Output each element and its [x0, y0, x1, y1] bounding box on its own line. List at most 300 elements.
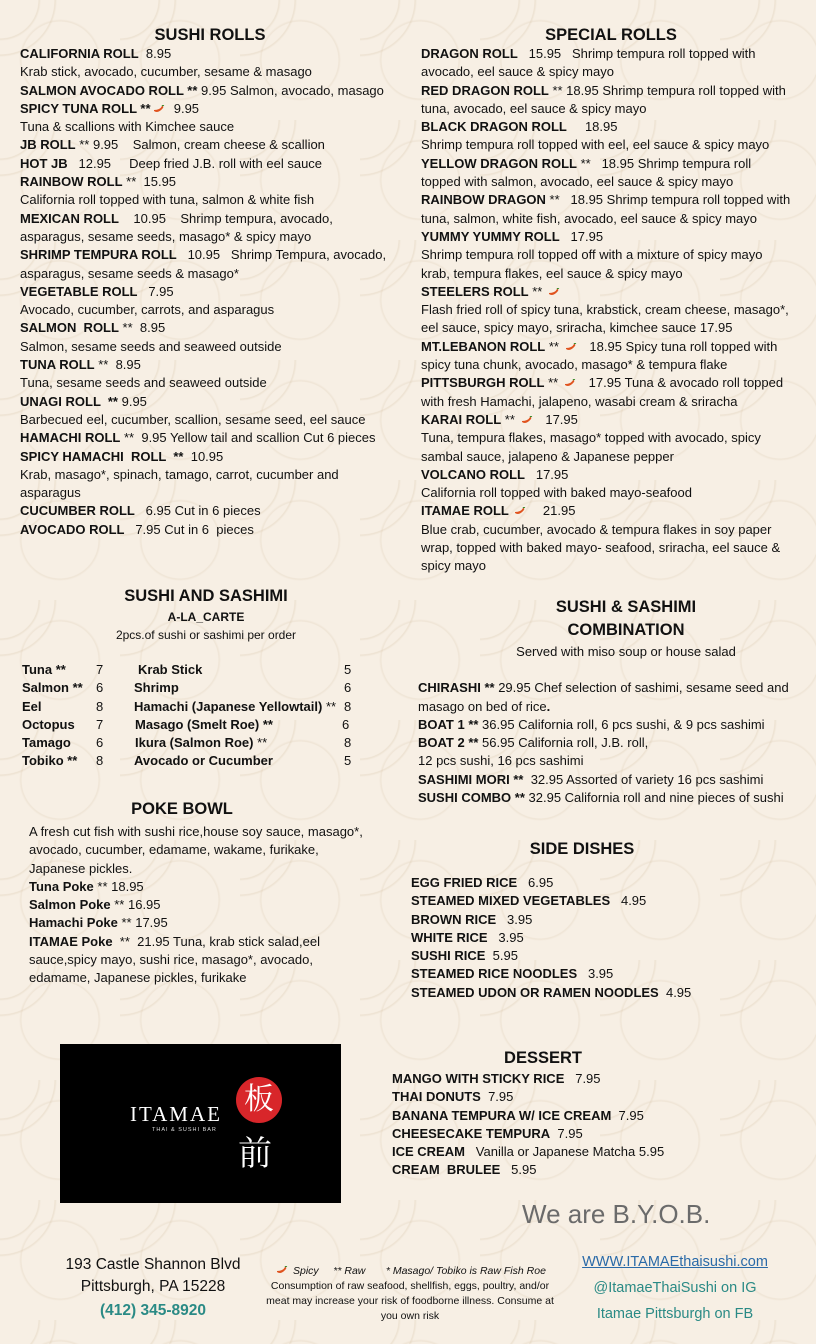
- sashimi-row: [22, 734, 362, 752]
- item-text: asparagus, sesame seeds & masago*: [20, 265, 239, 281]
- item-name: MANGO WITH STICKY RICE: [392, 1071, 565, 1086]
- item-text: Salmon, sesame seeds and seaweed outside: [20, 338, 282, 354]
- sashimi-price: 5: [344, 662, 352, 677]
- item-name: SHRIMP TEMPURA ROLL: [20, 247, 177, 263]
- item-text: 18.95 Spicy tuna roll topped with: [578, 338, 778, 354]
- item-name: BOAT 1 **: [418, 716, 479, 732]
- menu-line: [421, 393, 811, 411]
- itamae-logo: [60, 1044, 341, 1203]
- menu-line: [421, 502, 811, 520]
- item-text: 10.95 Shrimp Tempura, avocado,: [176, 247, 387, 263]
- item-name: MEXICAN ROLL: [20, 210, 119, 226]
- item-text: 12 pcs sushi, 16 pcs sashimi: [418, 753, 584, 769]
- sushi-sashimi-sub2: 2pcs.of sushi or sashimi per order: [115, 628, 297, 643]
- menu-line: [20, 484, 400, 502]
- item-text: 4.95: [610, 893, 647, 909]
- menu-line: [20, 246, 400, 264]
- item-text: 7.95: [137, 283, 174, 299]
- chili-icon: [564, 379, 576, 388]
- item-text: 7.95: [611, 1107, 644, 1123]
- item-text: 56.95 California roll, J.B. roll,: [478, 735, 649, 751]
- sashimi-name: Avocado or Cucumber: [134, 753, 273, 769]
- menu-line: [20, 82, 400, 100]
- item-name: BANANA TEMPURA W/ ICE CREAM: [392, 1107, 612, 1123]
- item-text: 29.95 Chef selection of sashimi, sesame seed and: [494, 680, 789, 696]
- menu-line: [29, 841, 379, 859]
- item-name: JB ROLL: [20, 137, 76, 153]
- menu-line: [421, 82, 811, 100]
- menu-line: [392, 1143, 772, 1161]
- item-text: 7.95: [480, 1089, 514, 1105]
- sashimi-price: 6: [344, 680, 352, 696]
- item-text: eel sauce, spicy mayo, sriracha, kimchee sauce 17.95: [421, 320, 733, 336]
- item-name: RAINBOW DRAGON: [421, 192, 546, 208]
- menu-line: [20, 136, 400, 154]
- menu-line: [421, 265, 811, 283]
- item-text: 36.95 California roll, 6 pcs sushi, & 9 pcs sashimi: [478, 716, 765, 732]
- item-text: avocado, cucumber, edamame, wakame, furikake,: [29, 842, 319, 858]
- item-text: **: [544, 375, 562, 391]
- facebook-handle[interactable]: Itamae Pittsburgh on FB: [596, 1306, 754, 1322]
- menu-line: [392, 1070, 772, 1088]
- dessert-section: [392, 1049, 772, 1180]
- poke-section: [29, 800, 379, 988]
- sashimi-name: Eel: [22, 698, 42, 714]
- item-name: SALMON AVOCADO ROLL **: [20, 82, 198, 98]
- item-name: THAI DONUTS: [392, 1089, 481, 1105]
- menu-line: [421, 246, 811, 264]
- menu-line: [421, 539, 811, 557]
- menu-line: [20, 45, 400, 63]
- menu-line: [20, 301, 400, 319]
- menu-line: [20, 429, 400, 447]
- item-text: tuna, avocado, eel sauce & spicy mayo: [421, 100, 647, 116]
- menu-line: [421, 429, 811, 447]
- item-text: asparagus, sesame seeds, masago* & spicy mayo: [20, 228, 312, 244]
- item-text: Krab stick, avocado, cucumber, sesame & masago: [20, 64, 312, 80]
- item-text: tuna, salmon, white fish, avocado, eel sauce & spicy mayo: [421, 210, 758, 226]
- item-name: CUCUMBER ROLL: [20, 503, 135, 519]
- menu-line: [20, 191, 400, 209]
- logo-kanji-2: 前: [238, 1134, 272, 1174]
- menu-line: [20, 466, 400, 484]
- raw-mark: **: [68, 680, 83, 696]
- sashimi-price: 7: [96, 662, 104, 677]
- menu-line: [418, 771, 808, 789]
- chili-icon: [548, 288, 560, 297]
- item-text: 7.95: [564, 1071, 601, 1086]
- menu-line: [29, 896, 379, 914]
- menu-line: [20, 265, 400, 283]
- legend-masago: * Masago/ Tobiko is Raw Fish Roe: [385, 1265, 546, 1277]
- menu-line: [421, 136, 811, 154]
- chili-icon: [276, 1266, 288, 1275]
- sushi-sashimi-sub1: A-LA_CARTE: [167, 610, 245, 624]
- sides-section: [411, 840, 771, 1002]
- menu-line: [392, 1161, 772, 1179]
- sashimi-price: 8: [96, 698, 104, 714]
- item-text: Shrimp tempura roll topped off with a mixture of spicy mayo: [421, 247, 763, 263]
- item-text: 9.95 Salmon, avocado, masago: [197, 82, 384, 98]
- item-name: CREAM BRULEE: [392, 1162, 501, 1178]
- item-text: 32.95 Assorted of variety 16 pcs sashimi: [523, 771, 764, 787]
- item-text: Avocado, cucumber, carrots, and asparagus: [20, 302, 275, 318]
- sashimi-name: Hamachi (Japanese Yellowtail) **: [134, 698, 322, 716]
- item-text: with fresh Hamachi, jalapeno, wasabi cream & sriracha: [421, 393, 738, 409]
- dessert-heading: DESSERT: [504, 1049, 582, 1067]
- website-link[interactable]: WWW.ITAMAEthaisushi.com: [582, 1254, 768, 1270]
- item-text: California roll topped with tuna, salmon & white fish: [20, 192, 315, 208]
- menu-line: [421, 338, 811, 356]
- item-name: MT.LEBANON ROLL: [421, 338, 546, 354]
- sashimi-price: 6: [96, 680, 104, 696]
- item-text: masago on bed of rice: [418, 698, 547, 714]
- item-name: RED DRAGON ROLL: [421, 82, 549, 98]
- item-name: SPICY HAMACHI ROLL **: [20, 448, 184, 464]
- item-text: 17.95 Tuna & avocado roll topped: [577, 375, 784, 391]
- sashimi-price: 5: [344, 753, 352, 769]
- contact-links: [572, 1250, 778, 1326]
- legal-notice: [258, 1264, 562, 1324]
- menu-line: [29, 951, 379, 969]
- menu-line: [20, 63, 400, 81]
- item-name: Hamachi Poke: [29, 915, 118, 931]
- chili-icon: [514, 507, 526, 516]
- menu-line: [421, 191, 811, 209]
- item-text: Blue crab, cucumber, avocado & tempura flakes in soy paper: [421, 521, 772, 537]
- item-text: **: [528, 283, 546, 299]
- menu-line: [392, 1088, 772, 1106]
- item-text: ** 16.95: [110, 897, 161, 913]
- item-text: asparagus: [20, 485, 81, 501]
- item-text: wrap, topped with baked mayo- seafood, sriracha, eel sauce &: [421, 540, 781, 556]
- poke-heading: POKE BOWL: [131, 800, 233, 818]
- item-text: 18.95: [566, 119, 618, 135]
- item-text: 8.95: [138, 46, 172, 61]
- item-text: spicy tuna chunk, avocado, masago* & tempura flake: [421, 357, 728, 373]
- item-text: 6.95: [517, 875, 554, 890]
- item-text: 10.95 Shrimp tempura, avocado,: [118, 210, 333, 226]
- logo-tagline: THAI & SUSHI BAR: [152, 1127, 217, 1133]
- item-name: .: [546, 698, 551, 714]
- sashimi-name: Ikura (Salmon Roe) **: [135, 734, 253, 752]
- menu-line: [20, 319, 400, 337]
- sashimi-name: Tuna **: [22, 661, 52, 679]
- combination-heading-2: COMBINATION: [567, 621, 685, 639]
- item-text: **: [545, 338, 563, 354]
- legal-key: [258, 1264, 562, 1279]
- menu-line: [20, 100, 400, 118]
- item-text: ** 8.95: [94, 357, 141, 373]
- menu-line: [421, 411, 811, 429]
- item-text: ** 18.95 Shrimp tempura roll topped with: [548, 82, 786, 98]
- menu-line: [411, 892, 771, 910]
- menu-line: [421, 374, 811, 392]
- item-text: California roll topped with baked mayo-seafood: [421, 485, 692, 501]
- menu-line: [411, 947, 771, 965]
- dessert-list: [392, 1070, 772, 1180]
- menu-line: [418, 716, 808, 734]
- item-name: WHITE RICE: [411, 929, 488, 945]
- menu-line: [20, 173, 400, 191]
- menu-line: [20, 411, 400, 429]
- menu-line: [421, 173, 811, 191]
- item-text: 3.95: [496, 911, 533, 927]
- item-text: ** 9.95 Yellow tail and scallion Cut 6 pieces: [120, 430, 376, 446]
- chili-icon: [153, 105, 165, 114]
- raw-mark: **: [63, 753, 78, 769]
- menu-line: [421, 45, 811, 63]
- menu-line: [29, 860, 379, 878]
- menu-line: [421, 155, 811, 173]
- menu-line: [29, 914, 379, 932]
- sashimi-price: 6: [342, 716, 350, 732]
- item-text: 21.95: [528, 503, 576, 519]
- menu-line: [20, 448, 400, 466]
- menu-line: [411, 911, 771, 929]
- item-text: [509, 503, 513, 518]
- sashimi-row: [22, 752, 362, 770]
- sashimi-name: Salmon **: [22, 679, 69, 697]
- logo-name: ITAMAE: [130, 1102, 222, 1126]
- sushi-rolls-list: [20, 45, 400, 539]
- address-line-2: Pittsburgh, PA 15228: [80, 1278, 226, 1295]
- sashimi-price: 8: [96, 753, 104, 769]
- item-text: 7.95 Cut in 6 pieces: [124, 521, 254, 537]
- menu-line: [421, 283, 811, 301]
- item-name: YUMMY YUMMY ROLL: [421, 228, 560, 244]
- combination-list: [418, 679, 808, 807]
- item-name: TUNA ROLL: [20, 357, 95, 373]
- item-text: sambal sauce, jalapeno & Japanese pepper: [421, 448, 674, 464]
- item-text: edamame, Japanese pickles, furikake: [29, 970, 247, 986]
- menu-line: [29, 823, 379, 841]
- instagram-handle[interactable]: @ItamaeThaiSushi on IG: [593, 1280, 757, 1296]
- item-name: KARAI ROLL: [421, 411, 502, 427]
- item-text: Tuna, sesame seeds and seaweed outside: [20, 375, 267, 391]
- menu-line: [29, 969, 379, 987]
- item-name: Salmon Poke: [29, 897, 111, 913]
- menu-line: [20, 118, 400, 136]
- item-text: Japanese pickles.: [29, 860, 133, 876]
- item-text: Flash fried roll of spicy tuna, krabstick, cream cheese, masago*,: [421, 302, 789, 318]
- menu-line: [421, 301, 811, 319]
- item-text: spicy mayo: [421, 558, 487, 574]
- menu-line: [421, 100, 811, 118]
- chili-icon: [521, 416, 533, 425]
- sashimi-name: Masago (Smelt Roe) **: [135, 716, 273, 732]
- menu-line: [411, 965, 771, 983]
- menu-line: [20, 521, 400, 539]
- item-text: ** 18.95: [93, 878, 144, 894]
- item-text: 12.95 Deep fried J.B. roll with eel sauce: [67, 155, 323, 171]
- sashimi-row: [22, 679, 362, 697]
- item-name: BOAT 2 **: [418, 735, 479, 751]
- item-name: STEAMED MIXED VEGETABLES: [411, 893, 611, 909]
- item-text: 17.95: [534, 411, 578, 427]
- menu-line: [20, 374, 400, 392]
- item-text: 3.95: [487, 929, 524, 945]
- item-text: Barbecued eel, cucumber, scallion, sesame seed, eel sauce: [20, 411, 366, 427]
- item-text: A fresh cut fish with sushi rice,house soy sauce, masago*,: [29, 824, 363, 839]
- menu-line: [392, 1125, 772, 1143]
- item-name: SASHIMI MORI **: [418, 771, 524, 787]
- item-text: Tuna & scallions with Kimchee sauce: [20, 119, 235, 135]
- poke-list: [29, 823, 379, 988]
- item-text: 7.95: [550, 1125, 583, 1141]
- item-name: VEGETABLE ROLL: [20, 283, 138, 299]
- sashimi-row: [22, 661, 362, 679]
- menu-line: [421, 63, 811, 81]
- menu-line: [20, 502, 400, 520]
- item-name: CHEESECAKE TEMPURA: [392, 1125, 551, 1141]
- item-text: sauce,spicy mayo, sushi rice, masago*, avocado,: [29, 952, 313, 968]
- item-text: 10.95: [183, 448, 224, 464]
- item-name: STEAMED RICE NOODLES: [411, 966, 578, 982]
- item-text: 17.95: [559, 228, 604, 244]
- menu-line: [421, 118, 811, 136]
- sushi-rolls-heading: SUSHI ROLLS: [154, 26, 266, 44]
- menu-line: [421, 557, 811, 575]
- item-name: VOLCANO ROLL: [421, 466, 525, 482]
- menu-line: [421, 448, 811, 466]
- menu-line: [418, 679, 808, 697]
- menu-line: [20, 393, 400, 411]
- sashimi-name: Shrimp: [134, 680, 179, 696]
- item-text: Shrimp tempura roll topped with eel, eel sauce & spicy mayo: [421, 137, 770, 153]
- raw-mark: **: [253, 735, 268, 751]
- menu-line: [411, 874, 771, 892]
- item-name: BLACK DRAGON ROLL: [421, 119, 567, 135]
- item-text: ** 8.95: [118, 320, 166, 336]
- item-name: CHIRASHI **: [418, 680, 495, 696]
- menu-line: [411, 984, 771, 1002]
- item-name: ITAMAE ROLL: [421, 503, 509, 519]
- item-name: AVOCADO ROLL: [20, 521, 125, 537]
- menu-line: [29, 878, 379, 896]
- item-text: Tuna, tempura flakes, masago* topped with avocado, spicy: [421, 430, 761, 446]
- special-rolls-section: [421, 26, 811, 576]
- menu-line: [20, 338, 400, 356]
- menu-line: [20, 283, 400, 301]
- sashimi-price: 8: [344, 698, 352, 714]
- item-text: Krab, masago*, spinach, tamago, carrot, cucumber and: [20, 466, 339, 482]
- item-name: BROWN RICE: [411, 911, 497, 927]
- item-text: ** 21.95 Tuna, krab stick salad,eel: [112, 933, 320, 949]
- item-name: EGG FRIED RICE: [411, 875, 518, 890]
- item-name: ICE CREAM: [392, 1144, 465, 1160]
- sushi-sashimi-section: [20, 587, 392, 645]
- menu-line: [20, 228, 400, 246]
- menu-line: [20, 210, 400, 228]
- item-name: DRAGON ROLL: [421, 46, 518, 61]
- item-text: ** 9.95 Salmon, cream cheese & scallion: [75, 137, 325, 153]
- item-name: PITTSBURGH ROLL: [421, 375, 545, 391]
- item-text: **: [501, 411, 519, 427]
- item-name: SUSHI COMBO **: [418, 790, 525, 806]
- item-name: RAINBOW ROLL: [20, 174, 123, 190]
- sashimi-price: 7: [96, 716, 104, 732]
- item-name: ITAMAE Poke: [29, 933, 113, 949]
- phone-number[interactable]: (412) 345-8920: [100, 1302, 206, 1319]
- item-text: ** 18.95 Shrimp tempura roll topped with: [545, 192, 791, 208]
- item-name: Tuna Poke: [29, 878, 94, 894]
- item-name: HOT JB: [20, 155, 68, 171]
- raw-mark: **: [52, 662, 66, 677]
- menu-line: [20, 155, 400, 173]
- legal-text: Consumption of raw seafood, shellfish, eggs, poultry, and/or meat may increase your risk of foodborne illness. Consume at you own risk: [266, 1280, 554, 1322]
- menu-line: [421, 356, 811, 374]
- combination-section: [418, 598, 808, 807]
- logo-kanji-circle: 板: [236, 1077, 282, 1123]
- menu-line: [418, 789, 808, 807]
- sashimi-row: [22, 698, 362, 716]
- chili-icon: [565, 343, 577, 352]
- sashimi-name: Krab Stick: [138, 662, 203, 677]
- sides-list: [411, 874, 771, 1002]
- menu-line: [421, 521, 811, 539]
- menu-line: [411, 929, 771, 947]
- item-name: SPICY TUNA ROLL **: [20, 100, 151, 116]
- item-name: STEELERS ROLL: [421, 283, 529, 299]
- menu-line: [418, 752, 808, 770]
- item-text: 4.95: [658, 984, 692, 1000]
- menu-line: [29, 933, 379, 951]
- sushi-rolls-section: [20, 26, 400, 539]
- address-line-1: 193 Castle Shannon Blvd: [65, 1256, 241, 1273]
- menu-line: [421, 484, 811, 502]
- special-rolls-heading: SPECIAL ROLLS: [545, 26, 677, 44]
- item-name: UNAGI ROLL **: [20, 393, 118, 409]
- sashimi-price: 6: [96, 735, 104, 751]
- sides-heading: SIDE DISHES: [529, 840, 635, 858]
- sashimi-row: [22, 716, 362, 734]
- item-name: CALIFORNIA ROLL: [20, 46, 139, 61]
- special-rolls-list: [421, 45, 811, 576]
- item-name: YELLOW DRAGON ROLL: [421, 155, 577, 171]
- legend-spicy: Spicy: [293, 1265, 319, 1277]
- menu-line: [421, 210, 811, 228]
- sashimi-table: [22, 661, 362, 771]
- item-name: SUSHI RICE: [411, 948, 486, 964]
- item-name: STEAMED UDON OR RAMEN NOODLES: [411, 984, 659, 1000]
- address-block: [42, 1254, 264, 1322]
- sashimi-name: Tobiko **: [22, 752, 64, 770]
- sashimi-name: Octopus: [22, 716, 75, 732]
- item-text: ** 17.95: [117, 915, 168, 931]
- item-text: 15.95 Shrimp tempura roll topped with: [517, 46, 756, 61]
- menu-line: [418, 734, 808, 752]
- menu-line: [421, 228, 811, 246]
- menu-line: [421, 319, 811, 337]
- item-text: topped with salmon, avocado, eel sauce & spicy mayo: [421, 174, 734, 190]
- legend-raw: ** Raw: [333, 1265, 366, 1277]
- item-text: avocado, eel sauce & spicy mayo: [421, 64, 614, 80]
- item-name: SALMON ROLL: [20, 320, 119, 336]
- item-text: ** 15.95: [122, 174, 177, 190]
- sashimi-name: Tamago: [22, 735, 71, 751]
- sashimi-price: 8: [344, 735, 352, 751]
- item-text: 6.95 Cut in 6 pieces: [134, 503, 261, 519]
- item-text: 5.95: [485, 948, 518, 964]
- menu-line: [418, 698, 808, 716]
- raw-mark: **: [322, 698, 337, 714]
- byob-text: We are B.Y.O.B.: [522, 1199, 711, 1229]
- item-text: 9.95: [118, 393, 147, 409]
- sushi-sashimi-heading: SUSHI AND SASHIMI: [124, 587, 288, 605]
- item-text: krab, tempura flakes, eel sauce & spicy mayo: [421, 265, 683, 281]
- combination-sub: Served with miso soup or house salad: [516, 644, 736, 659]
